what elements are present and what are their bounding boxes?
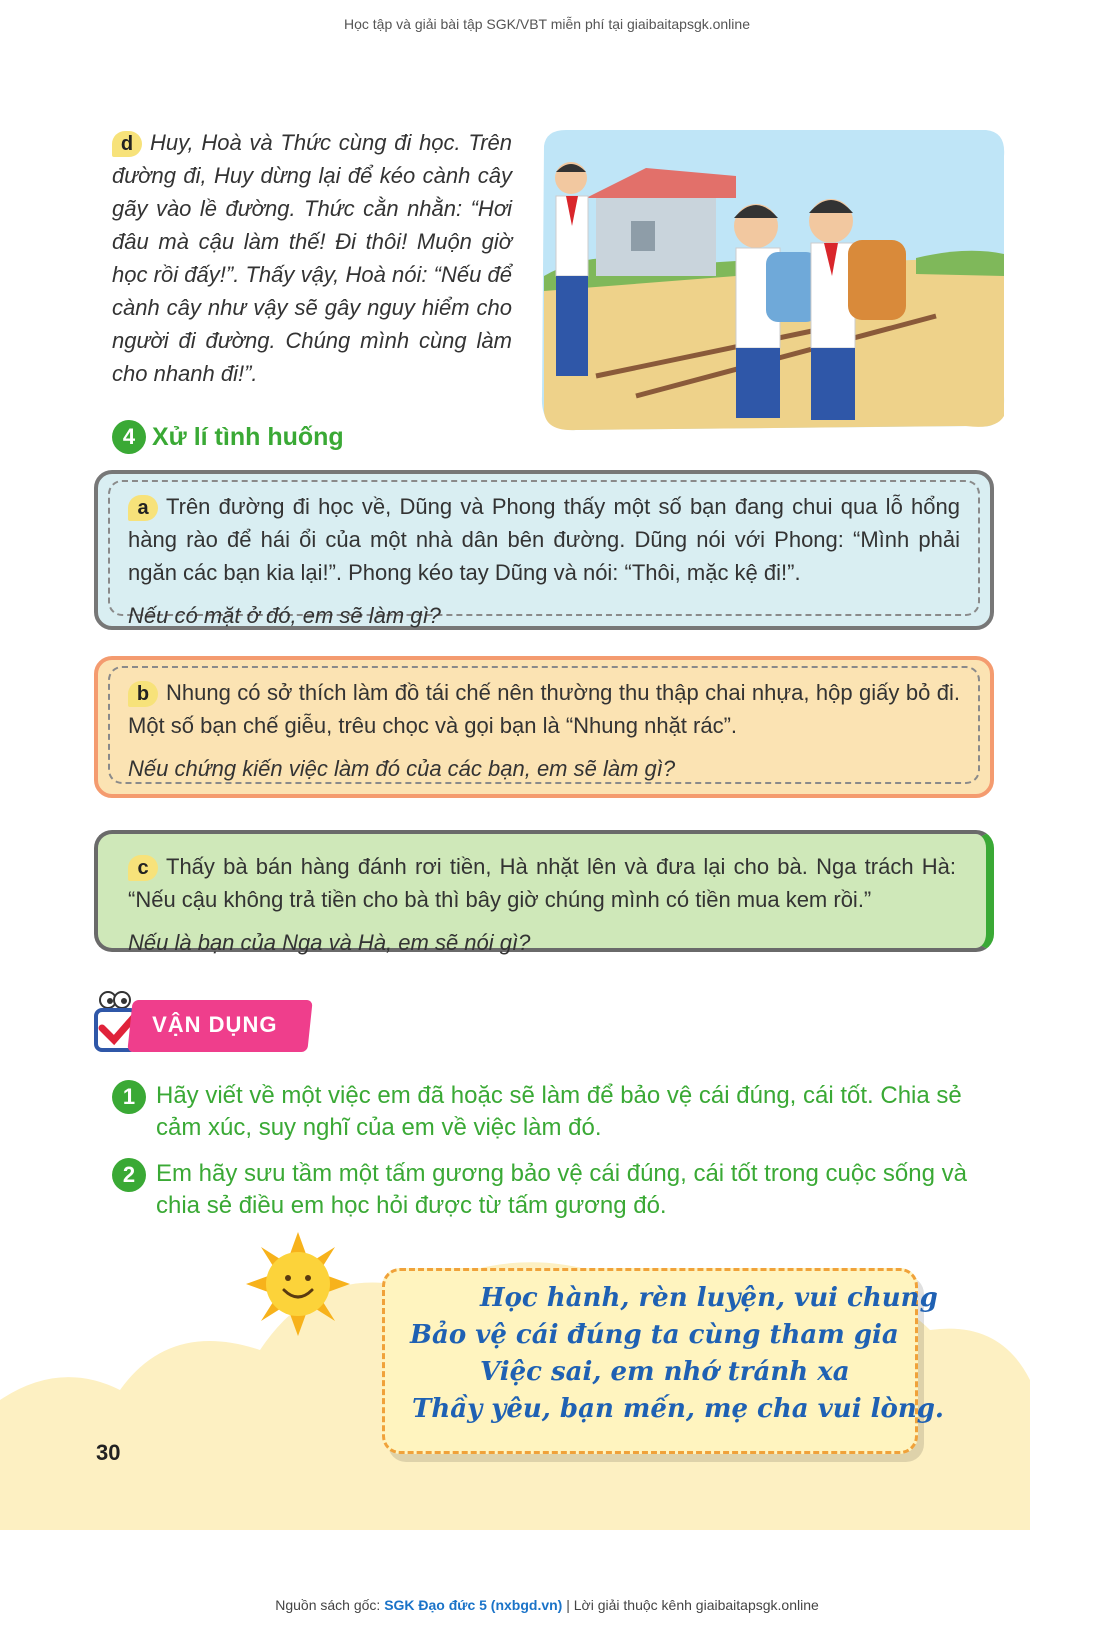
section-4-heading	[112, 420, 344, 460]
story-text: Huy, Hoà và Thức cùng đi học. Trên đường đi, Huy dừng lại để kéo cành cây gãy vào lề đường. Thức cằn nhằn: “Hơi đâu mà cậu làm thế! Đi thôi! Muộn giờ học rồi đấy!”. Thấy vậy, Hoà nói: “Nếu để cành cây như vậy sẽ gây nguy hiểm cho người đi đường. Chúng mình cùng làm cho nhanh đi!”.	[112, 130, 512, 386]
smiling-sun-icon	[246, 1232, 350, 1336]
task-2	[112, 1158, 992, 1222]
situation-text	[128, 676, 960, 742]
situation-body: Nhung có sở thích làm đồ tái chế nên thường thu thập chai nhựa, hộp giấy bỏ đi. Một số bạn chế giễu, trêu chọc và gọi bạn là “Nhung nhặt rác”.	[128, 680, 960, 738]
situation-card-b	[94, 656, 994, 798]
poem-line: Bảo vệ cái đúng ta cùng tham gia	[410, 1320, 899, 1350]
situation-question: Nếu là bạn của Nga và Hà, em sẽ nói gì?	[128, 930, 531, 955]
poem-line: Thầy yêu, bạn mến, mẹ cha vui lòng.	[412, 1394, 944, 1424]
header-note: Học tập và giải bài tập SGK/VBT miễn phí tại giaibaitapsgk.online	[344, 16, 750, 32]
footer-prefix: Nguồn sách gốc:	[275, 1597, 385, 1613]
story-d	[112, 126, 512, 390]
van-dung-banner	[92, 988, 312, 1060]
task-text: Em hãy sưu tầm một tấm gương bảo vệ cái đúng, cái tốt trong cuộc sống và chia sẻ điều em học hỏi được từ tấm gương đó.	[156, 1160, 967, 1219]
situation-question: Nếu có mặt ở đó, em sẽ làm gì?	[128, 603, 441, 628]
section-title: Xử lí tình huống	[152, 422, 344, 451]
section-number: 4	[112, 420, 146, 454]
footer-source: SGK Đạo đức 5 (nxbgd.vn)	[384, 1597, 563, 1613]
poem-line: Việc sai, em nhớ tránh xa	[480, 1357, 850, 1387]
illustration-boys-moving-branch	[536, 126, 1008, 436]
situation-badge: b	[128, 681, 158, 707]
situation-body: Thấy bà bán hàng đánh rơi tiền, Hà nhặt lên và đưa lại cho bà. Nga trách Hà: “Nếu cậu không trả tiền cho bà thì bây giờ chúng mình có tiền mua kem rồi.”	[128, 854, 956, 912]
situation-card-c	[94, 830, 994, 955]
footer-note	[0, 1597, 1094, 1613]
situation-body: Trên đường đi học về, Dũng và Phong thấy một số bạn đang chui qua lỗ hổng hàng rào để hái ổi của một nhà dân bên đường. Dũng nói với Phong: “Mình phải ngăn các bạn kia lại!”. Phong kéo tay Dũng và nói: “Thôi, mặc kệ đi!”.	[128, 494, 960, 585]
footer-suffix: | Lời giải thuộc kênh giaibaitapsgk.online	[562, 1597, 819, 1613]
situation-text	[128, 490, 960, 589]
situation-text	[128, 850, 956, 916]
situation-badge: a	[128, 495, 158, 521]
page-number: 30	[96, 1440, 121, 1465]
story-badge: d	[112, 131, 142, 157]
situation-badge: c	[128, 855, 158, 881]
poem	[390, 1280, 944, 1428]
situation-question: Nếu chứng kiến việc làm đó của các bạn, em sẽ làm gì?	[128, 756, 676, 781]
task-number: 1	[112, 1080, 146, 1114]
task-1	[112, 1080, 992, 1144]
task-number: 2	[112, 1158, 146, 1192]
poem-line: Học hành, rèn luyện, vui chung	[480, 1283, 938, 1313]
van-dung-title-bg	[127, 1000, 312, 1052]
situation-card-a	[94, 470, 994, 630]
van-dung-title: VẬN DỤNG	[152, 1012, 278, 1037]
task-text: Hãy viết về một việc em đã hoặc sẽ làm để bảo vệ cái đúng, cái tốt. Chia sẻ cảm xúc, suy nghĩ của em về việc làm đó.	[156, 1082, 962, 1141]
